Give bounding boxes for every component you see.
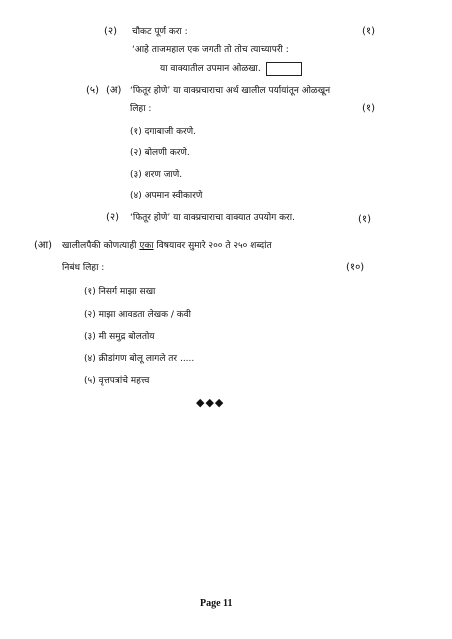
q5-text-line2: लिहा :	[130, 104, 152, 114]
q5-marks: (१)	[362, 103, 376, 114]
essay-intro-a: खालीलपैकी कोणत्याही	[62, 241, 137, 251]
q5-option: (३) शरण जाणे.	[130, 170, 183, 180]
q2-quote: ‘आहे ताजमहाल एक जगती तो तोच त्याच्यापरी :	[132, 45, 289, 55]
answer-box	[266, 62, 302, 76]
essay-intro-line1	[62, 240, 272, 252]
essay-topic: (२) माझा आवडता लेखक / कवी	[84, 310, 191, 320]
q5-number: (५)	[86, 85, 100, 96]
q5-option: (२) बोलणी करणे.	[130, 148, 190, 158]
essay-label: (आ)	[34, 240, 53, 251]
essay-topic: (४) क्रीडांगण बोलू लागले तर .....	[84, 354, 195, 364]
q5-option: (४) अपमान स्वीकारणे	[130, 191, 203, 201]
q5-text-line1: ‘फितूर होणे’ या वाक्प्रचाराचा अर्थ खालील पर्यायांतून ओळखून	[130, 86, 331, 96]
essay-topic: (१) निसर्ग माझा सखा	[84, 287, 156, 297]
q5-part2-number: (२)	[106, 212, 120, 223]
essay-topic: (३) मी समुद्र बोलतोय	[84, 332, 155, 342]
q2-number: (२)	[104, 26, 118, 37]
essay-intro-b: विषयावर सुमारे २०० ते २५० शब्दांत	[156, 241, 272, 251]
q2-instruction: या वाक्यातील उपमान ओळखा.	[160, 64, 261, 74]
q5-part2-marks: (१)	[358, 214, 372, 225]
diamond-separator-icon: ◆◆◆	[196, 396, 225, 409]
q2-marks: (१)	[362, 26, 376, 37]
essay-intro-line2: निबंध लिहा :	[62, 263, 105, 273]
essay-marks: (१०)	[346, 262, 365, 273]
essay-intro-underlined: एका	[139, 241, 154, 251]
page-number: Page 11	[200, 598, 233, 609]
q5-option: (१) दगाबाजी करणे.	[130, 127, 197, 137]
essay-topic: (५) वृत्तपत्रांचे महत्त्व	[84, 376, 150, 386]
q5-part2-text: ‘फितूर होणे’ या वाक्प्रचाराचा वाक्यात उपयोग करा.	[130, 213, 295, 223]
q2-label: चौकट पूर्ण करा :	[132, 27, 188, 37]
q5-sub-label: (अ)	[106, 85, 122, 96]
